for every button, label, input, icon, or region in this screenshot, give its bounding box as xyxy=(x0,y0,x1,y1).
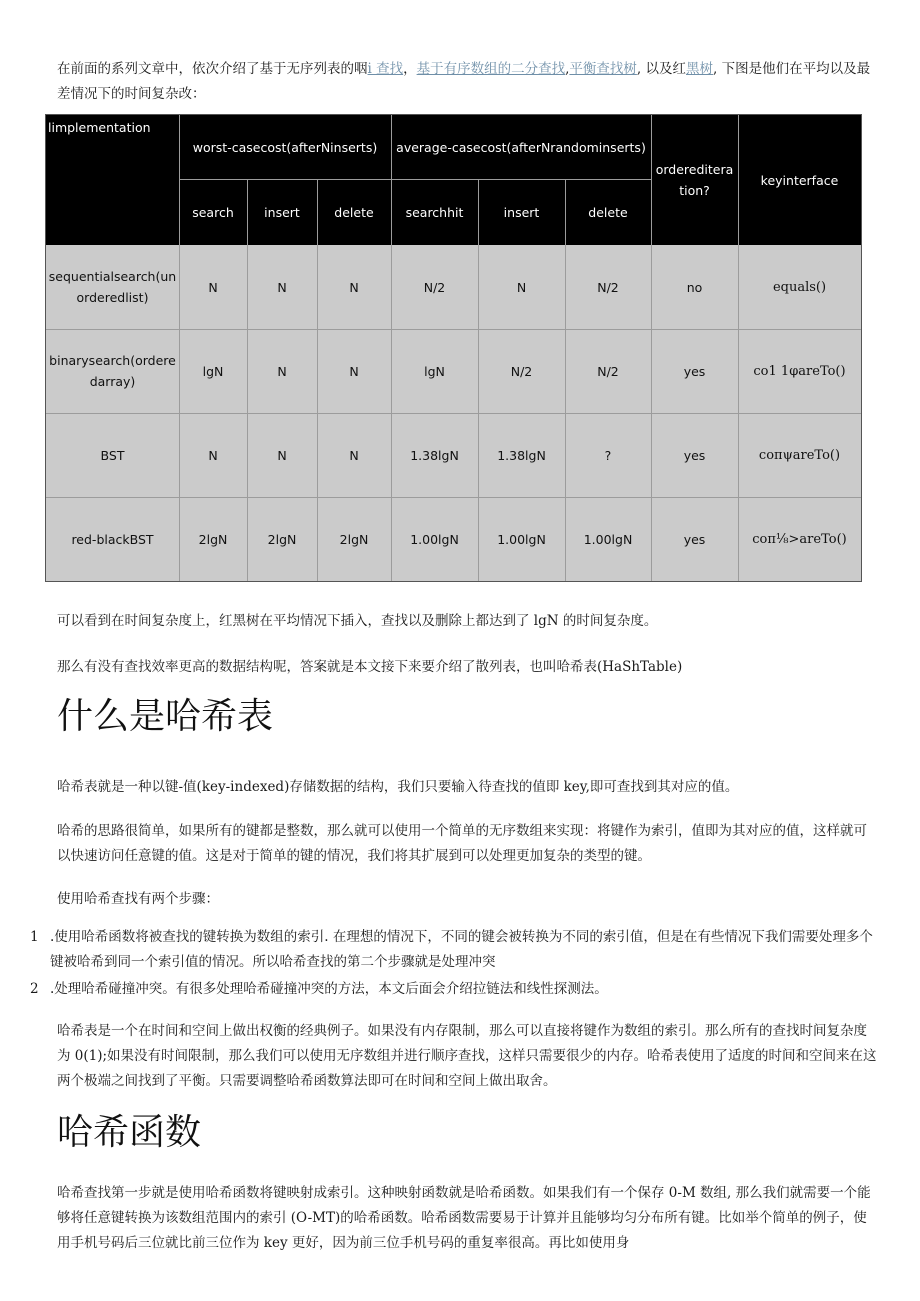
table-cell: N/2 xyxy=(597,279,619,295)
header-sub-insert: insert xyxy=(247,179,317,245)
table-cell: N xyxy=(277,363,287,379)
list-item: .处理哈希碰撞冲突。有很多处理哈希碰撞冲突的方法，本文后面会介绍拉链法和线性探测法。 xyxy=(50,981,608,997)
table-cell: lgN xyxy=(424,363,445,379)
paragraph-hash-steps: 使用哈希查找有两个步骤： xyxy=(57,891,219,907)
table-cell: 1.00lgN xyxy=(583,531,633,547)
table-cell-ordered: yes xyxy=(683,531,706,547)
table-cell: 2lgN xyxy=(267,531,297,547)
list-item-number: 2 xyxy=(30,981,39,997)
paragraph-rb-tree-summary: 可以看到在时间复杂度上，红黑树在平均情况下插入，查找以及删除上都达到了 lgN 的时间复杂度。 xyxy=(57,613,658,629)
table-cell: lgN xyxy=(202,363,224,379)
intro-paragraph: 在前面的系列文章中，依次介绍了基于无序列表的咽i 查找，基于有序数组的二分查找,平衡查找树, 以及红黑树, 下图是他们在平均以及最差情况下的时间复杂改： xyxy=(57,61,871,102)
table-cell: N xyxy=(349,447,359,463)
link-unordered-list-search[interactable]: i 查找 xyxy=(367,61,404,77)
table-cell: N xyxy=(208,279,218,295)
header-sub-delete-avg: delete xyxy=(565,179,651,245)
table-cell: 1.38lgN xyxy=(497,447,546,463)
table-cell-key: coπ⅛>areTo() xyxy=(752,531,847,547)
table-row-impl: binarysearch(orderedarray) xyxy=(49,353,176,389)
heading-hash-function: 哈希函数 xyxy=(57,1112,202,1153)
list-item-number: 1 xyxy=(30,929,39,945)
table-cell: N xyxy=(349,363,359,379)
table-cell: N xyxy=(349,279,359,295)
table-cell: N xyxy=(277,279,287,295)
table-cell-ordered: yes xyxy=(683,447,706,463)
header-sub-insert-avg: insert xyxy=(478,179,565,245)
complexity-table xyxy=(45,114,862,582)
paragraph-time-space-tradeoff: 哈希表是一个在时间和空间上做出权衡的经典例子。如果没有内存限制，那么可以直接将键作为数组的索引。那么所有的查找时间复杂度为 0(1);如果没有时间限制，那么我们可以使用无序数组并进行顺序查找，这样只需要很少的内存。哈希表使用了适度的时间和空间来在这两个极端之间找到了平衡。只需要调整哈希函数算法即可在时间和空间上做出取舍。 xyxy=(57,1023,877,1089)
table-row-impl: red-blackBST xyxy=(71,531,154,547)
link-binary-search[interactable]: 基于有序数组的二分查找 xyxy=(416,61,566,77)
table-cell: 1.00lgN xyxy=(497,531,546,547)
table-cell-ordered: yes xyxy=(683,363,706,379)
table-cell: N xyxy=(277,447,287,463)
header-worst-case: worst-casecost(afterNinserts) xyxy=(179,115,391,179)
table-cell-key: equals() xyxy=(772,279,827,295)
paragraph-hash-idea: 哈希的思路很简单，如果所有的键都是整数，那么就可以使用一个简单的无序数组来实现：将键作为索引，值即为其对应的值，这样就可以快速访问任意键的值。这是对于简单的键的情况，我们将其扩展到可以处理更加复杂的类型的键。 xyxy=(57,823,867,864)
table-row-impl: sequentialsearch(unorderedlist) xyxy=(48,269,177,305)
header-sub-searchhit: searchhit xyxy=(391,179,478,245)
table-cell-ordered: no xyxy=(686,279,703,295)
header-ordered-iteration: orderediteration? xyxy=(651,115,738,245)
table-cell-key: co1 1φareTo() xyxy=(753,363,846,379)
header-key-interface: keyinterface xyxy=(738,115,861,245)
table-cell: 1.38lgN xyxy=(410,447,459,463)
table-cell: 2lgN xyxy=(339,531,369,547)
heading-what-is-hash-table: 什么是哈希表 xyxy=(57,696,274,737)
header-average-case: average-casecost(afterNrandominserts) xyxy=(391,115,651,179)
header-implementation: limplementation xyxy=(46,115,179,139)
table-cell: N/2 xyxy=(510,363,533,379)
table-row-impl: BST xyxy=(100,447,125,463)
table-cell: N xyxy=(516,279,527,295)
table-cell: ? xyxy=(604,447,612,463)
table-cell: 2lgN xyxy=(198,531,228,547)
link-balanced-search-tree[interactable]: 平衡查找树 xyxy=(569,61,637,77)
table-cell: N xyxy=(208,447,218,463)
paragraph-hash-function: 哈希查找第一步就是使用哈希函数将键映射成索引。这种映射函数就是哈希函数。如果我们有一个保存 0-M 数组, 那么我们就需要一个能够将任意键转换为该数组范围内的索引 (O-MT)的哈希函数。哈希函数需要易于计算并且能够均匀分布所有键。比如举个简单的例子，使用手机号码后三位就比前三位作为 key 更好，因为前三位手机号码的重复率很高。再比如使用身 xyxy=(57,1185,871,1251)
table-cell-key: coπψareTo() xyxy=(758,447,841,463)
paragraph-hash-table-definition: 哈希表就是一种以键-值(key-indexed)存储数据的结构，我们只要输入待查找的值即 key,即可查找到其对应的值。 xyxy=(57,779,739,795)
paragraph-hash-table-intro: 那么有没有查找效率更高的数据结构呢，答案就是本文接下来要介绍了散列表，也叫哈希表(HaShTable) xyxy=(57,659,683,675)
table-cell: 1.00lgN xyxy=(410,531,459,547)
list-item: .使用哈希函数将被查找的键转换为数组的索引. 在理想的情况下，不同的键会被转换为不同的索引值，但是在有些情况下我们需要处理多个键被哈希到同一个索引值的情况。所以哈希查找的第二个步骤就是处理冲突 xyxy=(50,929,873,970)
table-cell: N/2 xyxy=(423,279,446,295)
header-sub-search: search xyxy=(179,179,247,245)
link-red-black-tree[interactable]: 黑树 xyxy=(686,61,713,77)
table-cell: N/2 xyxy=(597,363,619,379)
header-sub-delete: delete xyxy=(317,179,391,245)
